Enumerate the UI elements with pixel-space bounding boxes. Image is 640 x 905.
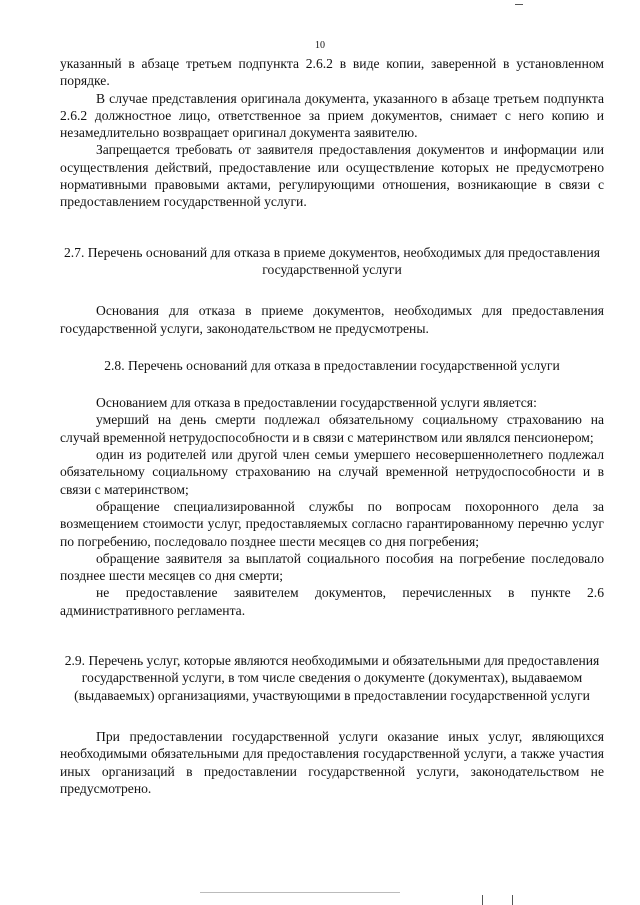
document-body — [60, 55, 604, 797]
paragraph-continuation: указанный в абзаце третьем подпункта 2.6.2 в виде копии, заверенной в установленном порядке. — [60, 56, 604, 89]
paragraph-original-document: В случае представления оригинала документа, указанного в абзаце третьем подпункта 2.6.2 должностное лицо, ответственное за прием документов, снимает с него копию и незамедлительно возвращает оригинал документа заявителю. — [60, 90, 604, 141]
scan-artifact-mark — [200, 892, 400, 893]
refusal-reason-item: не предоставление заявителем документов, перечисленных в пункте 2.6 административного регламента. — [60, 585, 604, 618]
refusal-reason-item: один из родителей или другой член семьи умершего несовершеннолетнего подлежал обязательному социальному страхованию на случай временной нетрудоспособности и в связи с материнством; — [60, 447, 604, 497]
paragraph-2-7-body: Основания для отказа в приеме документов, необходимых для предоставления государственной услуги, законодательством не предусмотрены. — [60, 303, 604, 336]
page-number: 10 — [315, 40, 325, 51]
refusal-reason-item: обращение заявителя за выплатой социального пособия на погребение последовало позднее шести месяцев со дня смерти; — [60, 550, 604, 584]
refusal-reason-item: обращение специализированной службы по вопросам похоронного дела за возмещением стоимости услуг, предоставляемых согласно гарантированному перечню услуг по погребению, последовало позднее шести месяцев со дня погребения; — [60, 498, 604, 549]
scan-artifact-mark — [482, 895, 483, 905]
paragraph-prohibition: Запрещается требовать от заявителя предоставления документов и информации или осуществления действий, предоставление или осуществление которых не предусмотрено нормативными правовыми актами, регулирующими отношения, возникающие в связи с предоставлением государственной услуги. — [60, 142, 604, 210]
refusal-reason-item: умерший на день смерти подлежал обязательному социальному страхованию на случай временной нетрудоспособности и в связи с материнством или являлся пенсионером; — [60, 412, 604, 445]
section-heading-2-7: 2.7. Перечень оснований для отказа в приеме документов, необходимых для предоставления государственной услуги — [63, 244, 601, 277]
paragraph-2-8-intro: Основанием для отказа в предоставлении государственной услуги является: — [96, 395, 537, 411]
scan-artifact-mark — [512, 895, 513, 905]
paragraph-2-9-body: При предоставлении государственной услуги оказание иных услуг, являющихся необходимыми обязательными для предоставления государственной услуги, а также участия иных организаций в предоставлении государственной услуги, законодательством не предусмотрено. — [60, 728, 604, 796]
scan-artifact-mark — [515, 4, 523, 5]
section-heading-2-8: 2.8. Перечень оснований для отказа в предоставлении государственной услуги — [104, 357, 560, 373]
section-heading-2-9: 2.9. Перечень услуг, которые являются необходимыми и обязательными для предоставления государственной услуги, в том числе сведения о документе (документах), выдаваемом (выдаваемых) организациями, участвующими в предоставлении государственной услуги — [64, 653, 600, 703]
